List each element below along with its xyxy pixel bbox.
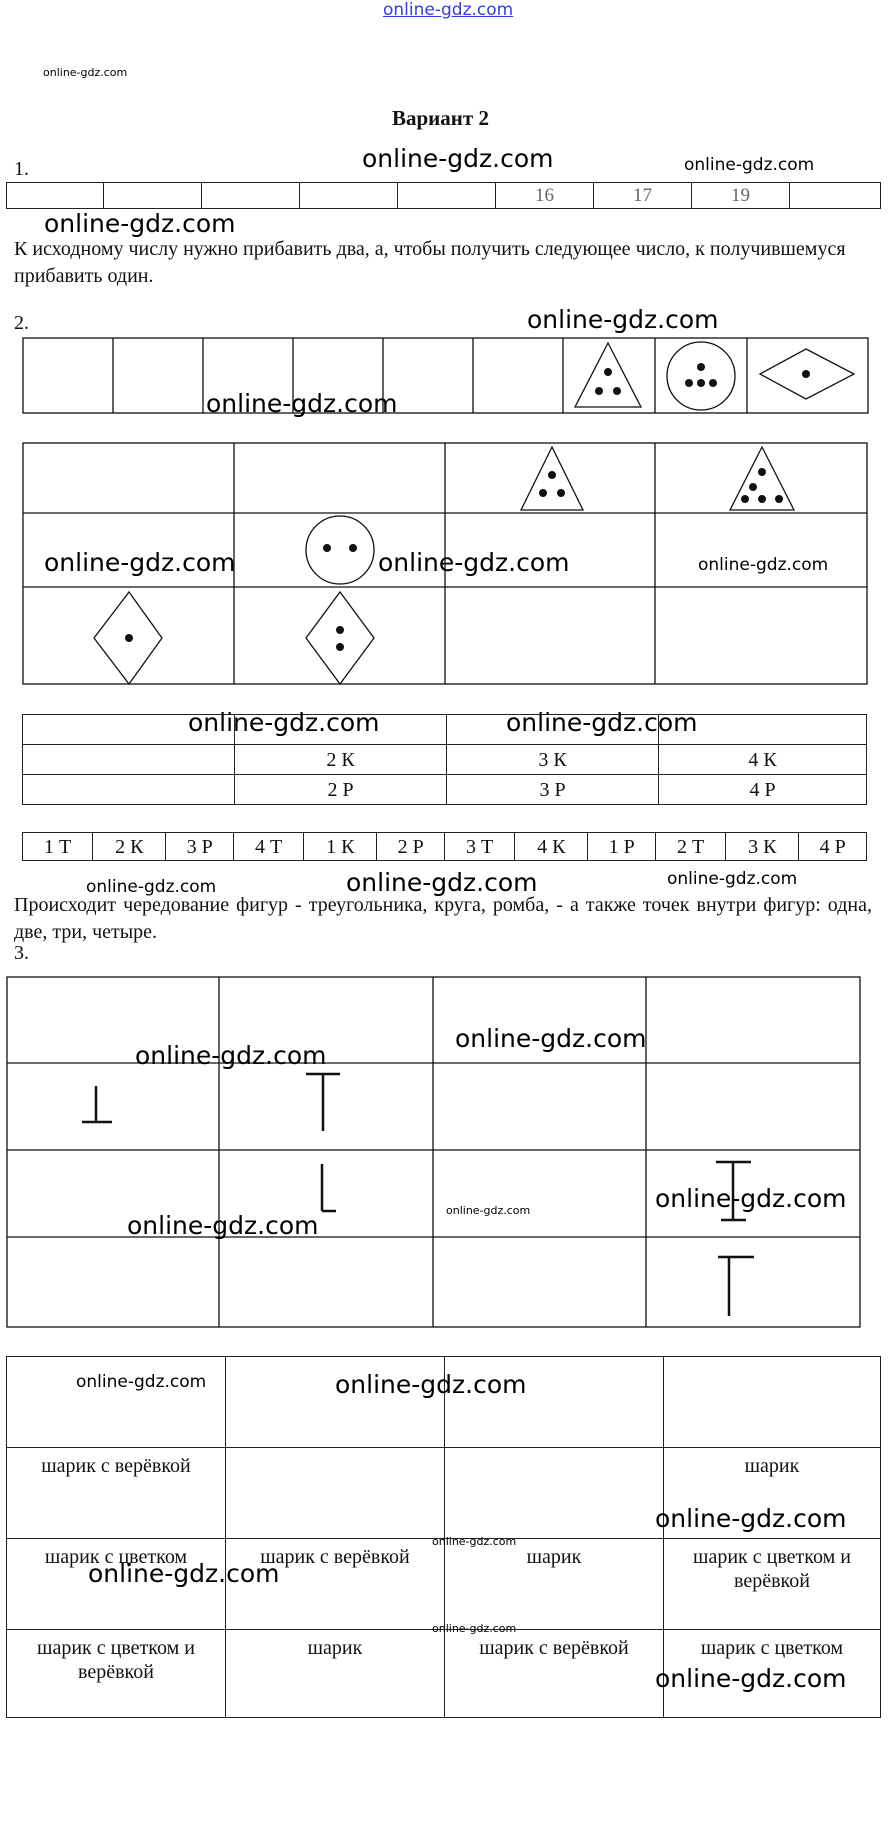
watermark: online-gdz.com [432, 1622, 517, 1635]
watermark: online-gdz.com [378, 548, 570, 577]
watermark: online-gdz.com [135, 1041, 327, 1070]
circle-four-dots [667, 342, 735, 410]
watermark: online-gdz.com [43, 66, 128, 79]
balloon-cell: шарик с верёвкой [226, 1539, 445, 1630]
code-cell: 4 Р [659, 775, 867, 805]
sequence-cell: 3 Р [166, 833, 234, 861]
number-cell: 16 [496, 183, 594, 209]
sequence-cell: 4 Т [233, 833, 303, 861]
balloon-cell: шарик [445, 1539, 664, 1630]
watermark: online-gdz.com [127, 1211, 319, 1240]
rhombus-two-dots [306, 592, 374, 684]
sequence-cell: 2 Т [655, 833, 725, 861]
code-cell: 4 К [659, 745, 867, 775]
code-cell: 2 Р [235, 775, 447, 805]
sequence-cell: 4 Р [799, 833, 867, 861]
sequence-cell: 1 Т [23, 833, 93, 861]
task2-explanation: Происходит чередование фигур - треугольника, круга, ромба, - а также точек внутри фигур: одна, две, три, четыре. [14, 894, 872, 943]
number-cell [300, 183, 398, 209]
number-cell: 17 [594, 183, 692, 209]
balloon-cell: шарик с верёвкой [7, 1448, 226, 1539]
task2-sequence-table [22, 832, 867, 861]
sequence-cell: 2 Р [377, 833, 445, 861]
task2-code-table [22, 714, 867, 805]
watermark: online-gdz.com [44, 548, 236, 577]
balloon-cell: шарик с верёвкой [445, 1630, 664, 1718]
watermark-top-link[interactable]: online-gdz.com [383, 0, 514, 20]
number-cell [790, 183, 881, 209]
sequence-cell: 4 К [515, 833, 588, 861]
watermark: online-gdz.com [76, 1372, 207, 1392]
watermark: online-gdz.com [655, 1664, 847, 1693]
watermark: online-gdz.com [655, 1504, 847, 1533]
cross-stem-symbol [718, 1257, 754, 1316]
task3-symbol-grid [6, 976, 862, 1329]
task1-number-table [6, 182, 881, 209]
code-cell: 2 К [235, 745, 447, 775]
watermark: online-gdz.com [698, 555, 829, 575]
number-cell [398, 183, 496, 209]
sequence-cell: 1 К [304, 833, 377, 861]
l-symbol [322, 1164, 336, 1211]
balloon-cell: шарик [664, 1448, 881, 1539]
watermark: online-gdz.com [335, 1370, 527, 1399]
task2-figure-row [22, 337, 869, 414]
sequence-cell: 3 К [726, 833, 799, 861]
up-tack-symbol [82, 1086, 112, 1122]
balloon-cell [226, 1448, 445, 1539]
page-title: Вариант 2 [392, 106, 489, 130]
t-symbol [306, 1074, 340, 1131]
number-cell [202, 183, 300, 209]
watermark: online-gdz.com [88, 1559, 280, 1588]
task2-number: 2. [14, 312, 29, 334]
watermark: online-gdz.com [527, 305, 719, 334]
balloon-cell [445, 1448, 664, 1539]
watermark: online-gdz.com [346, 868, 538, 897]
watermark: online-gdz.com [206, 389, 398, 418]
rhombus-one-dot [760, 349, 854, 399]
number-cell [7, 183, 104, 209]
rhombus-one-dot [94, 592, 162, 684]
triangle-four-dots [730, 447, 794, 510]
task3-number: 3. [14, 942, 29, 964]
watermark: online-gdz.com [44, 209, 236, 238]
watermark: online-gdz.com [455, 1024, 647, 1053]
sequence-cell: 1 Р [588, 833, 656, 861]
watermark: online-gdz.com [446, 1204, 531, 1217]
watermark: online-gdz.com [506, 708, 698, 737]
watermark: online-gdz.com [667, 869, 798, 889]
code-cell: 3 К [447, 745, 659, 775]
balloon-cell: шарик с цветком и верёвкой [7, 1630, 226, 1718]
triangle-three-dots [575, 343, 641, 407]
circle-two-dots [306, 516, 374, 584]
sequence-cell: 2 К [93, 833, 166, 861]
watermark: online-gdz.com [86, 877, 217, 897]
watermark: online-gdz.com [432, 1535, 517, 1548]
number-cell: 19 [692, 183, 790, 209]
balloon-cell: шарик с цветком и верёвкой [664, 1539, 881, 1630]
watermark: online-gdz.com [188, 708, 380, 737]
number-cell [104, 183, 202, 209]
watermark: online-gdz.com [655, 1184, 847, 1213]
sequence-cell: 3 Т [444, 833, 514, 861]
balloon-cell [7, 1357, 226, 1448]
watermark: online-gdz.com [684, 155, 815, 175]
triangle-three-dots [521, 447, 583, 510]
balloon-cell: шарик с цветком [7, 1539, 226, 1630]
code-cell: 3 Р [447, 775, 659, 805]
balloon-cell [664, 1357, 881, 1448]
balloon-cell: шарик с цветком [664, 1630, 881, 1718]
task1-explanation: К исходному числу нужно прибавить два, а, чтобы получить следующее число, к получившемуся прибавить один. [14, 238, 846, 287]
task1-number: 1. [14, 158, 29, 180]
watermark: online-gdz.com [362, 144, 554, 173]
balloon-cell: шарик [226, 1630, 445, 1718]
